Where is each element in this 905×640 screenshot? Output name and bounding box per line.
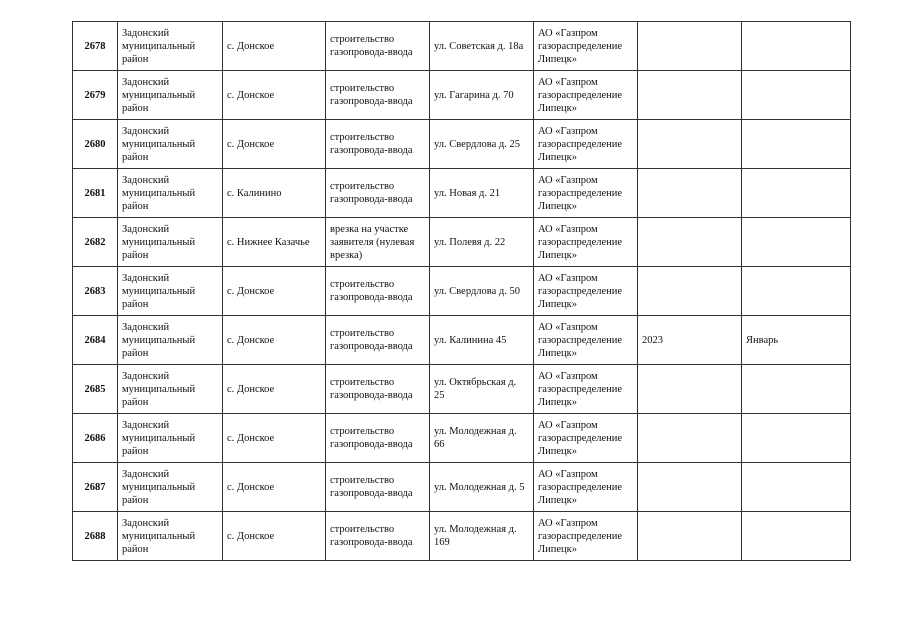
month-cell: [742, 365, 851, 414]
address-cell: ул. Молодежная д. 5: [430, 463, 534, 512]
district-cell: Задонский муниципальный район: [118, 22, 223, 71]
table-row: [73, 71, 851, 120]
district-cell: Задонский муниципальный район: [118, 512, 223, 561]
work-type-cell: строительство газопровода-ввода: [326, 169, 430, 218]
district-cell: Задонский муниципальный район: [118, 120, 223, 169]
work-type-cell: строительство газопровода-ввода: [326, 267, 430, 316]
row-number: 2687: [73, 463, 118, 512]
village-cell: с. Донское: [223, 316, 326, 365]
table-row: [73, 512, 851, 561]
address-cell: ул. Молодежная д. 66: [430, 414, 534, 463]
organization-cell: АО «Газпром газораспределение Липецк»: [534, 120, 638, 169]
gas-connections-table: [72, 21, 851, 561]
village-cell: с. Донское: [223, 365, 326, 414]
month-cell: [742, 414, 851, 463]
month-cell: [742, 71, 851, 120]
address-cell: ул. Полевя д. 22: [430, 218, 534, 267]
table-row: [73, 414, 851, 463]
table-row: [73, 365, 851, 414]
work-type-cell: врезка на участке заявителя (нулевая врезка): [326, 218, 430, 267]
year-cell: [638, 463, 742, 512]
row-number: 2681: [73, 169, 118, 218]
table-row: [73, 22, 851, 71]
organization-cell: АО «Газпром газораспределение Липецк»: [534, 512, 638, 561]
village-cell: с. Донское: [223, 463, 326, 512]
work-type-cell: строительство газопровода-ввода: [326, 22, 430, 71]
year-cell: [638, 267, 742, 316]
month-cell: [742, 22, 851, 71]
year-cell: [638, 71, 742, 120]
month-cell: Январь: [742, 316, 851, 365]
organization-cell: АО «Газпром газораспределение Липецк»: [534, 316, 638, 365]
address-cell: ул. Гагарина д. 70: [430, 71, 534, 120]
year-cell: [638, 414, 742, 463]
month-cell: [742, 120, 851, 169]
row-number: 2679: [73, 71, 118, 120]
organization-cell: АО «Газпром газораспределение Липецк»: [534, 463, 638, 512]
district-cell: Задонский муниципальный район: [118, 218, 223, 267]
work-type-cell: строительство газопровода-ввода: [326, 316, 430, 365]
organization-cell: АО «Газпром газораспределение Липецк»: [534, 365, 638, 414]
village-cell: с. Донское: [223, 512, 326, 561]
village-cell: с. Донское: [223, 71, 326, 120]
month-cell: [742, 463, 851, 512]
work-type-cell: строительство газопровода-ввода: [326, 365, 430, 414]
month-cell: [742, 512, 851, 561]
month-cell: [742, 218, 851, 267]
year-cell: [638, 120, 742, 169]
village-cell: с. Донское: [223, 414, 326, 463]
year-cell: [638, 512, 742, 561]
table-row: [73, 120, 851, 169]
row-number: 2685: [73, 365, 118, 414]
district-cell: Задонский муниципальный район: [118, 316, 223, 365]
row-number: 2688: [73, 512, 118, 561]
year-cell: [638, 218, 742, 267]
organization-cell: АО «Газпром газораспределение Липецк»: [534, 22, 638, 71]
address-cell: ул. Новая д. 21: [430, 169, 534, 218]
table-row: [73, 267, 851, 316]
village-cell: с. Донское: [223, 267, 326, 316]
work-type-cell: строительство газопровода-ввода: [326, 512, 430, 561]
month-cell: [742, 169, 851, 218]
organization-cell: АО «Газпром газораспределение Липецк»: [534, 218, 638, 267]
district-cell: Задонский муниципальный район: [118, 365, 223, 414]
month-cell: [742, 267, 851, 316]
village-cell: с. Донское: [223, 120, 326, 169]
row-number: 2682: [73, 218, 118, 267]
row-number: 2686: [73, 414, 118, 463]
village-cell: с. Нижнее Казачье: [223, 218, 326, 267]
village-cell: с. Калинино: [223, 169, 326, 218]
row-number: 2680: [73, 120, 118, 169]
table-row: [73, 169, 851, 218]
address-cell: ул. Советская д. 18а: [430, 22, 534, 71]
table-row: [73, 463, 851, 512]
work-type-cell: строительство газопровода-ввода: [326, 71, 430, 120]
table-row: [73, 316, 851, 365]
address-cell: ул. Свердлова д. 25: [430, 120, 534, 169]
district-cell: Задонский муниципальный район: [118, 414, 223, 463]
address-cell: ул. Молодежная д. 169: [430, 512, 534, 561]
year-cell: [638, 169, 742, 218]
year-cell: 2023: [638, 316, 742, 365]
district-cell: Задонский муниципальный район: [118, 71, 223, 120]
district-cell: Задонский муниципальный район: [118, 463, 223, 512]
organization-cell: АО «Газпром газораспределение Липецк»: [534, 169, 638, 218]
address-cell: ул. Калинина 45: [430, 316, 534, 365]
year-cell: [638, 22, 742, 71]
address-cell: ул. Свердлова д. 50: [430, 267, 534, 316]
year-cell: [638, 365, 742, 414]
work-type-cell: строительство газопровода-ввода: [326, 120, 430, 169]
district-cell: Задонский муниципальный район: [118, 267, 223, 316]
work-type-cell: строительство газопровода-ввода: [326, 414, 430, 463]
district-cell: Задонский муниципальный район: [118, 169, 223, 218]
row-number: 2684: [73, 316, 118, 365]
row-number: 2683: [73, 267, 118, 316]
village-cell: с. Донское: [223, 22, 326, 71]
address-cell: ул. Октябрьская д. 25: [430, 365, 534, 414]
work-type-cell: строительство газопровода-ввода: [326, 463, 430, 512]
table-row: [73, 218, 851, 267]
organization-cell: АО «Газпром газораспределение Липецк»: [534, 414, 638, 463]
organization-cell: АО «Газпром газораспределение Липецк»: [534, 71, 638, 120]
organization-cell: АО «Газпром газораспределение Липецк»: [534, 267, 638, 316]
row-number: 2678: [73, 22, 118, 71]
